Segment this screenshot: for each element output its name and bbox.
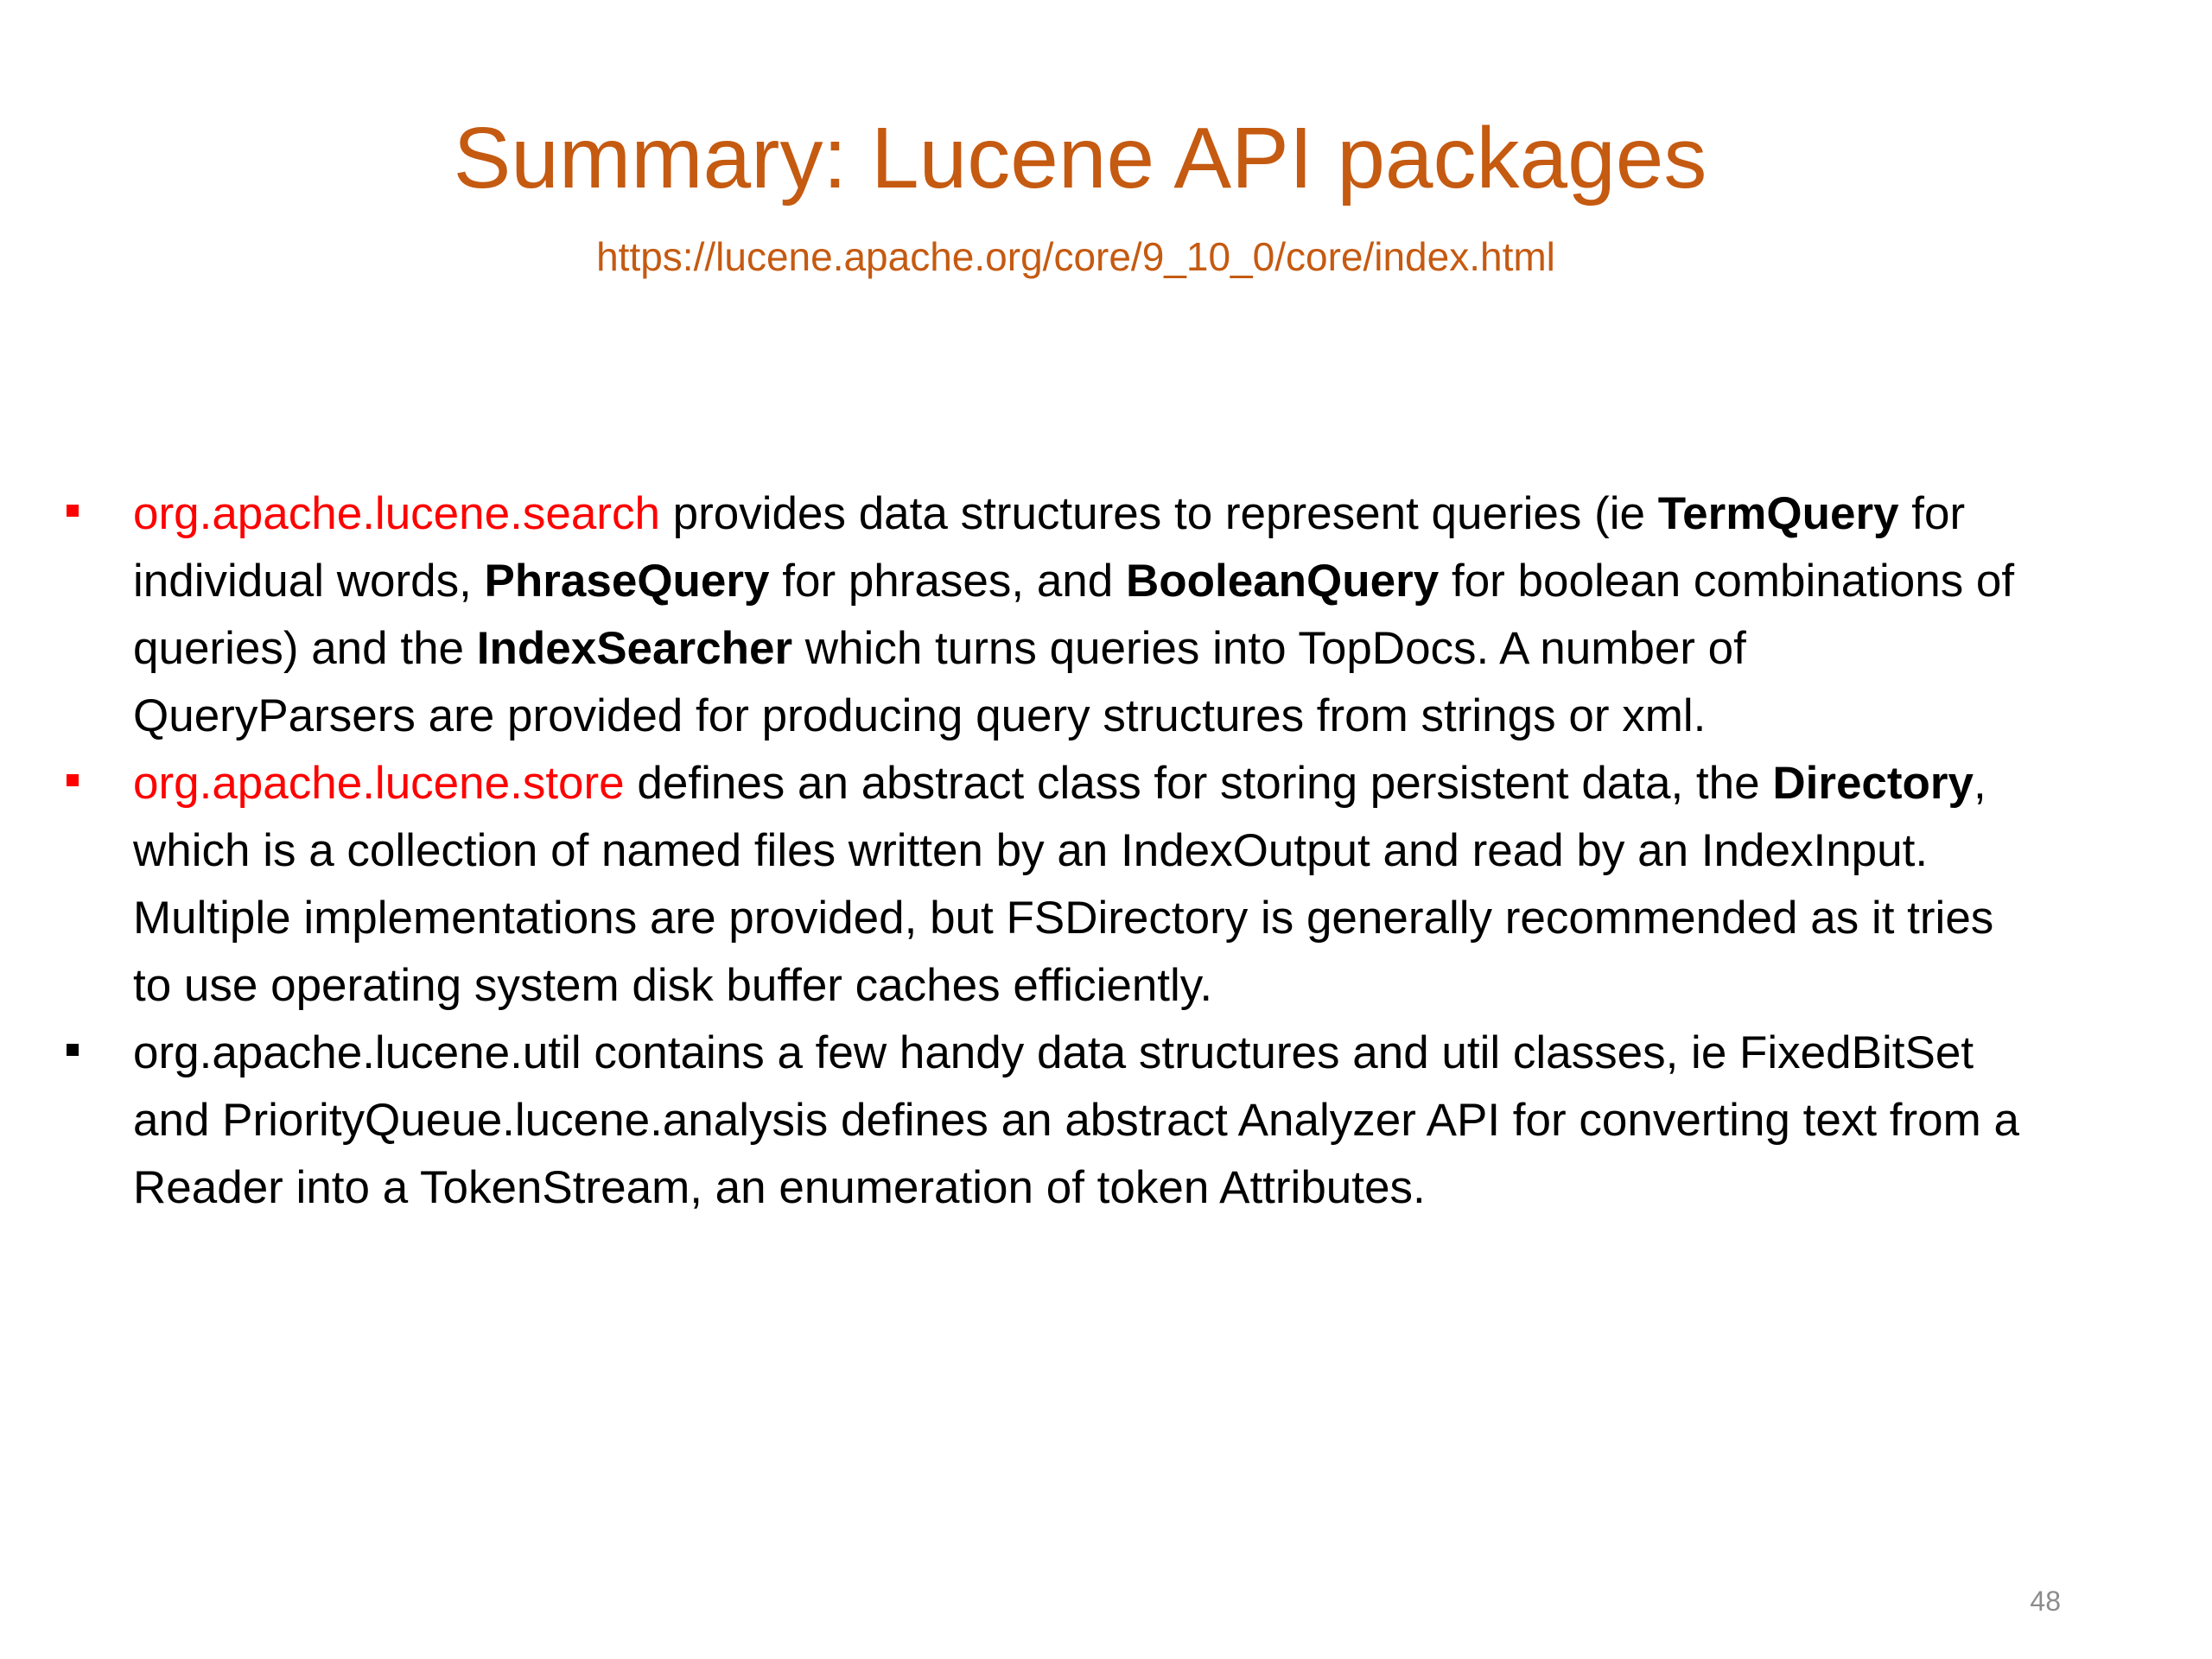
bold-term: Directory: [1772, 758, 1974, 809]
bullet-text: which turns queries into TopDocs. A number of QueryParsers are provided for producing query structures from strings or xml.: [133, 623, 1746, 741]
slide-title: Summary: Lucene API packages: [453, 110, 1707, 207]
bullet-item-search: [60, 480, 2022, 750]
bullet-text: provides data structures to represent queries (ie: [659, 488, 1658, 539]
square-bullet-icon: [67, 1044, 79, 1056]
bullet-text: for individual words,: [133, 488, 1966, 607]
bold-term: TermQuery: [1657, 488, 1899, 539]
square-bullet-icon: [67, 505, 79, 517]
bullet-text: , which is a collection of named files written by an IndexOutput and read by an IndexInput. Multiple implementations are provided, but FSDirectory is generally recommended as it tries to use operating system disk buffer caches efficiently.: [133, 758, 1994, 1011]
package-name: org.apache.lucene.store: [133, 758, 625, 809]
package-name: org.apache.lucene.search: [133, 488, 660, 539]
bullet-text: defines an abstract class for storing persistent data, the: [624, 758, 1773, 809]
bullet-item-store: [60, 750, 2022, 1020]
bold-term: PhraseQuery: [484, 556, 770, 607]
slide-subtitle-url: https://lucene.apache.org/core/9_10_0/core/index.html: [596, 234, 1555, 279]
square-bullet-icon: [67, 774, 79, 786]
bullet-item-util: [60, 1020, 2022, 1222]
page-number: 48: [2030, 1586, 2061, 1617]
bullet-text: org.apache.lucene.util contains a few handy data structures and util classes, ie FixedBitSet and PriorityQueue.lucene.analysis defines an abstract Analyzer API for converting text from a Reader into a TokenStream, an enumeration of token Attributes.: [133, 1027, 2019, 1213]
bullet-text: for boolean combinations of queries) and the: [133, 556, 2015, 674]
bold-term: IndexSearcher: [476, 623, 793, 674]
bold-term: BooleanQuery: [1125, 556, 1440, 607]
bullet-text: for phrases, and: [769, 556, 1126, 607]
bullet-list: [60, 480, 2022, 1222]
